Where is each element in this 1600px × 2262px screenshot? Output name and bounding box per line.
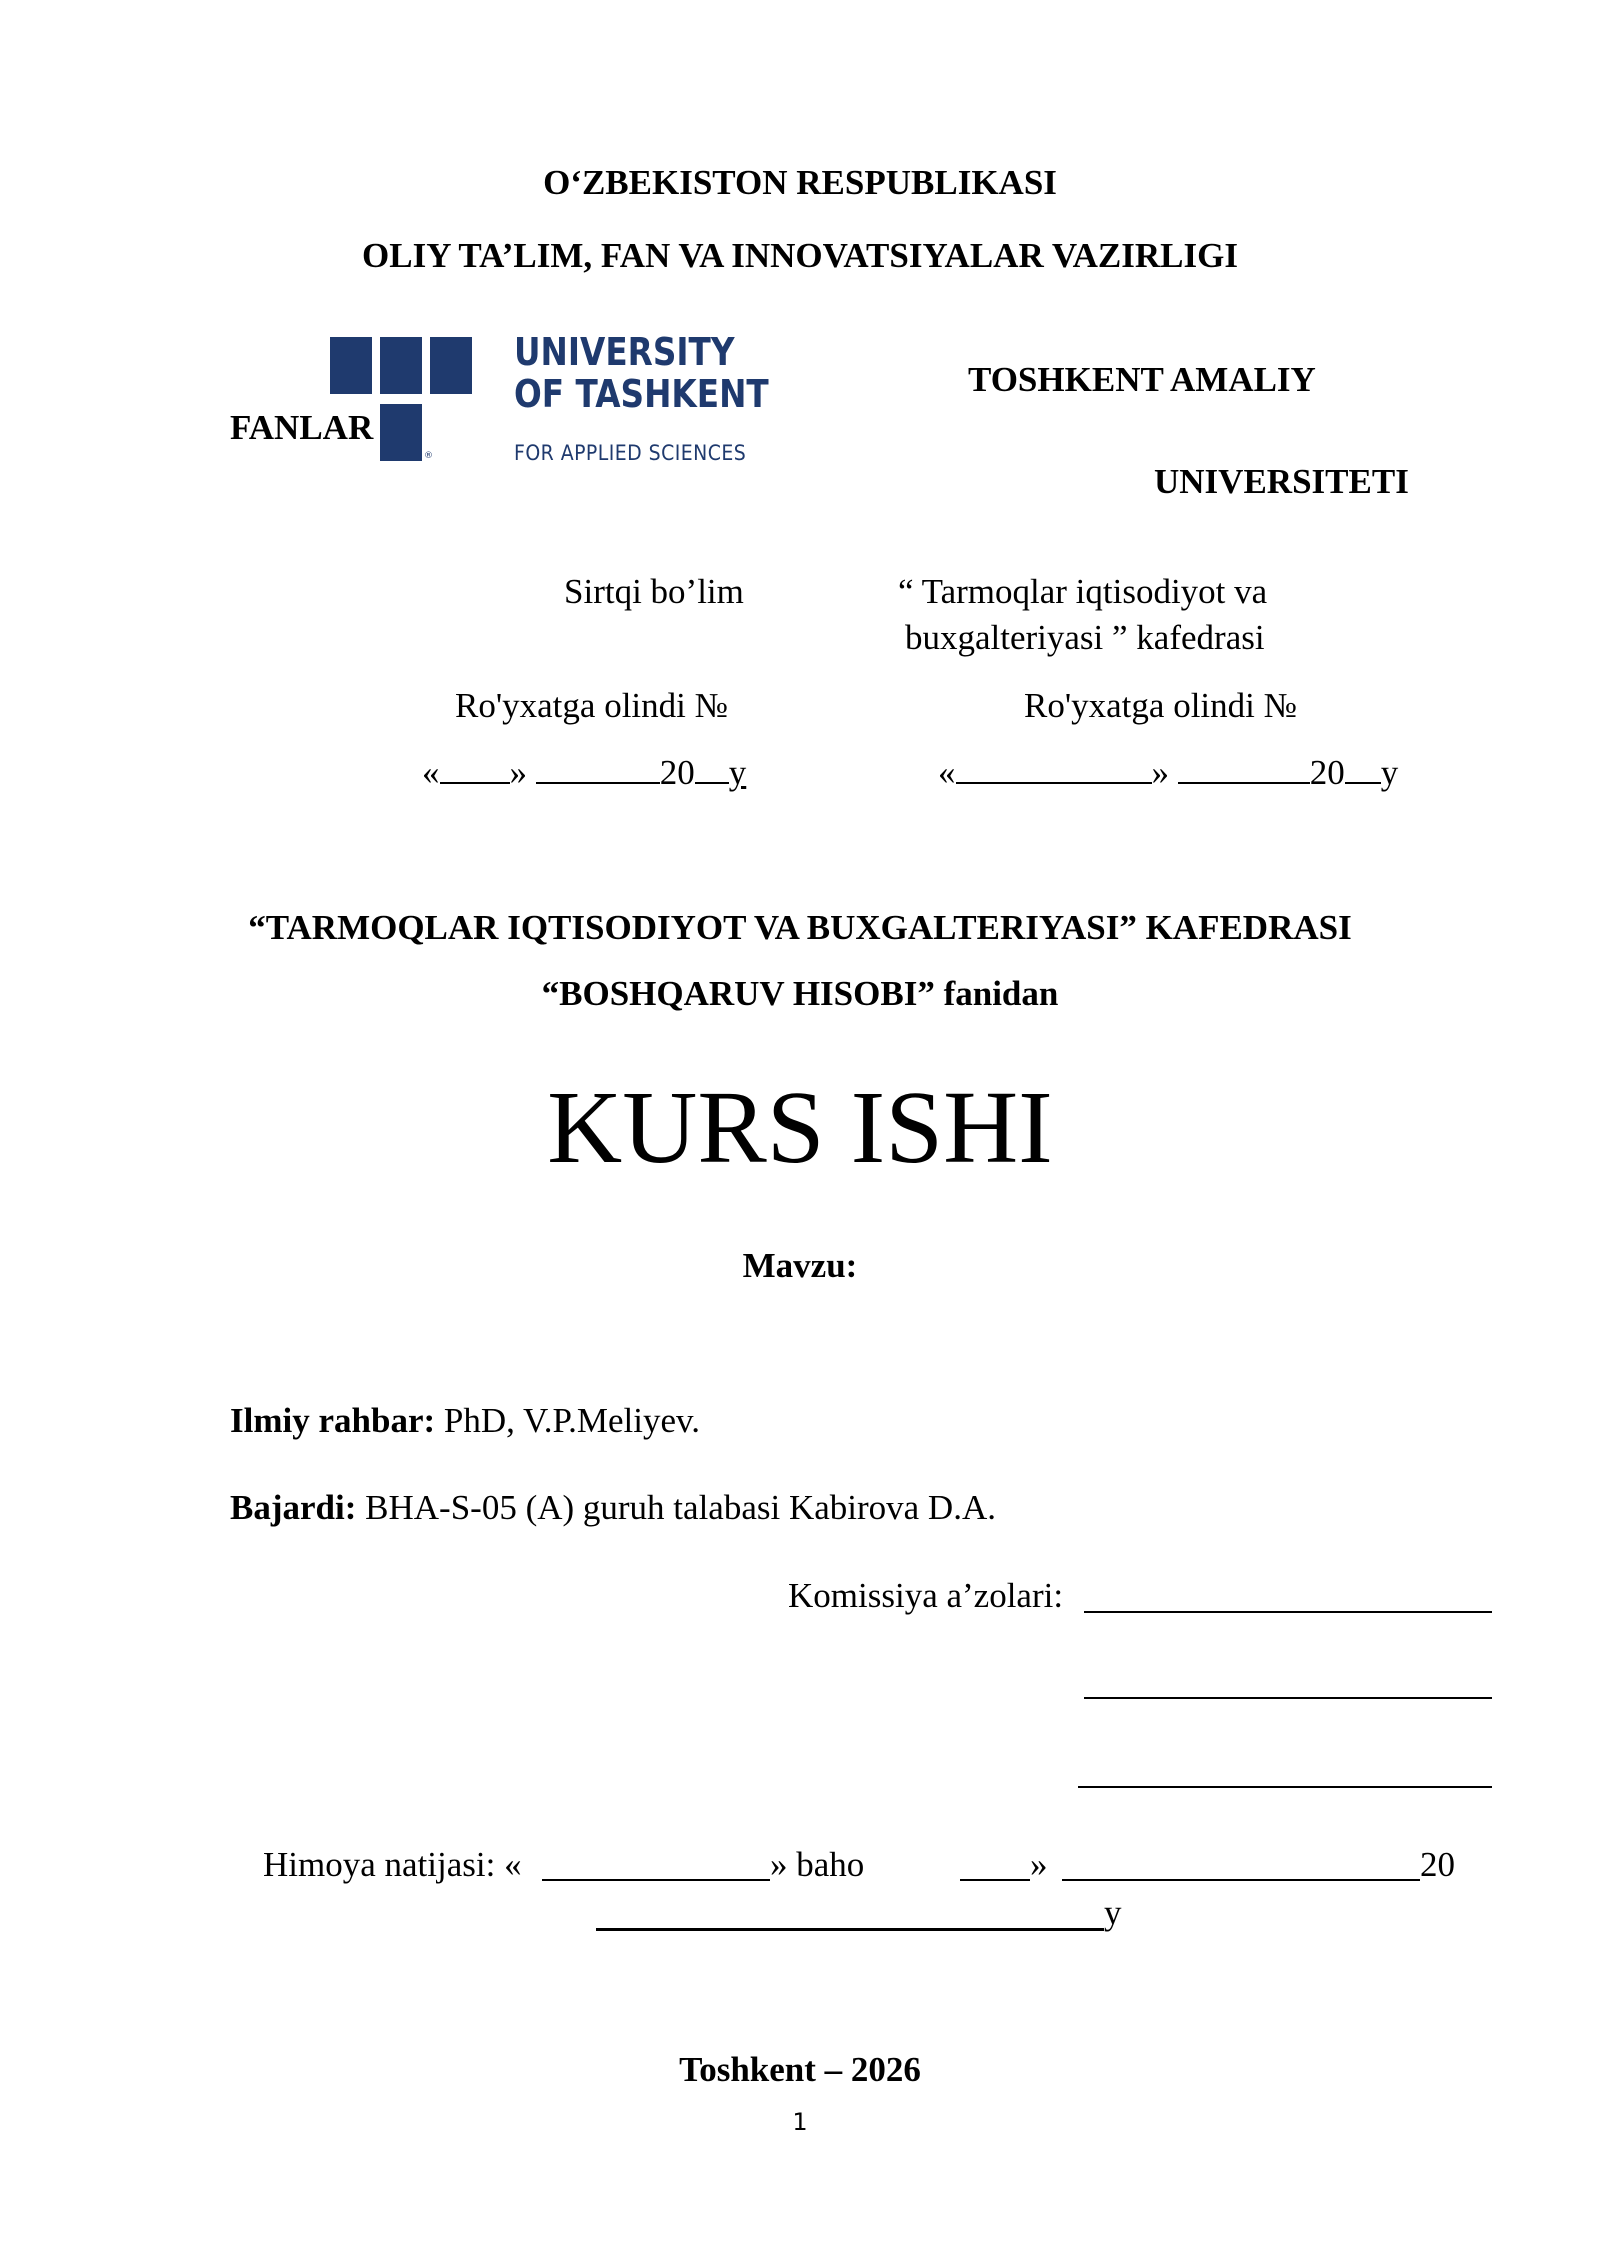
subject-heading: “BOSHQARUV HISOBI” fanidan	[541, 974, 1059, 1013]
defense-baho: » baho	[770, 1845, 865, 1884]
department-heading: “TARMOQLAR IQTISODIYOT VA BUXGALTERIYASI” KAFEDRASI	[248, 908, 1352, 947]
close-quote: »	[1151, 753, 1169, 792]
logo-registered-mark: ®	[424, 451, 433, 461]
fanlar-text: FANLAR	[230, 408, 374, 447]
commission-label: Komissiya a’zolari:	[788, 1576, 1064, 1615]
year-prefix: 20	[1309, 753, 1345, 792]
logo-text-of-tashkent: OF TASHKENT	[514, 372, 769, 416]
supervisor-value: PhD, V.P.Meliyev.	[435, 1401, 700, 1440]
department-right-line1: “ Tarmoqlar iqtisodiyot va	[898, 572, 1268, 611]
defense-year-suffix: y	[1104, 1893, 1122, 1932]
commission-blank-1	[1084, 1611, 1492, 1613]
month-blank	[1178, 752, 1310, 784]
registration-left-label: Ro'yxatga olindi №	[455, 686, 729, 725]
defense-month-blank	[1062, 1879, 1420, 1881]
day-blank	[956, 752, 1152, 784]
supervisor-label: Ilmiy rahbar:	[230, 1401, 436, 1440]
logo-square	[330, 337, 372, 394]
open-quote: «	[422, 753, 440, 792]
university-name-line1: TOSHKENT AMALIY	[968, 360, 1316, 399]
supervisor-line	[230, 1401, 700, 1441]
ministry-heading: OLIY TA’LIM, FAN VA INNOVATSIYALAR VAZIRLIGI	[362, 236, 1238, 275]
department-right-line2: buxgalteriyasi ” kafedrasi	[905, 618, 1265, 657]
year-blank	[1345, 752, 1381, 784]
defense-label: Himoya natijasi: «	[263, 1845, 522, 1884]
department-left: Sirtqi bo’lim	[564, 572, 744, 611]
university-name-line2: UNIVERSITETI	[1154, 462, 1409, 501]
defense-year-prefix: 20	[1420, 1845, 1455, 1884]
logo-text-university: UNIVERSITY	[514, 330, 735, 374]
main-title: KURS ISHI	[547, 1070, 1053, 1185]
performer-label: Bajardi:	[230, 1488, 357, 1527]
year-prefix: 20	[659, 753, 695, 792]
grade-blank	[542, 1879, 770, 1881]
commission-blank-3	[1078, 1786, 1492, 1788]
year-suffix: y	[1380, 753, 1399, 792]
open-quote: «	[938, 753, 956, 792]
logo-text-applied-sciences: FOR APPLIED SCIENCES	[514, 441, 747, 465]
close-quote: »	[509, 753, 527, 792]
logo-square	[380, 404, 422, 461]
registration-left-date	[422, 752, 746, 793]
page-number: 1	[792, 2108, 808, 2136]
day-blank	[440, 752, 510, 784]
logo-square	[430, 337, 472, 394]
month-blank	[536, 752, 660, 784]
defense-year-blank	[596, 1928, 1104, 1931]
city-year: Toshkent – 2026	[679, 2050, 921, 2089]
year-suffix: y	[728, 753, 747, 792]
registration-right-date	[938, 752, 1398, 793]
commission-blank-2	[1084, 1697, 1492, 1699]
topic-label: Mavzu:	[742, 1246, 858, 1285]
republic-heading: O‘ZBEKISTON RESPUBLIKASI	[543, 163, 1057, 202]
performer-line	[230, 1488, 996, 1528]
logo-square	[380, 337, 422, 394]
registration-right-label: Ro'yxatga olindi №	[1024, 686, 1298, 725]
defense-day-blank	[960, 1879, 1030, 1881]
performer-value: BHA-S-05 (A) guruh talabasi Kabirova D.A.	[356, 1488, 996, 1527]
year-blank	[695, 752, 729, 784]
defense-close-quote: »	[1030, 1845, 1048, 1884]
